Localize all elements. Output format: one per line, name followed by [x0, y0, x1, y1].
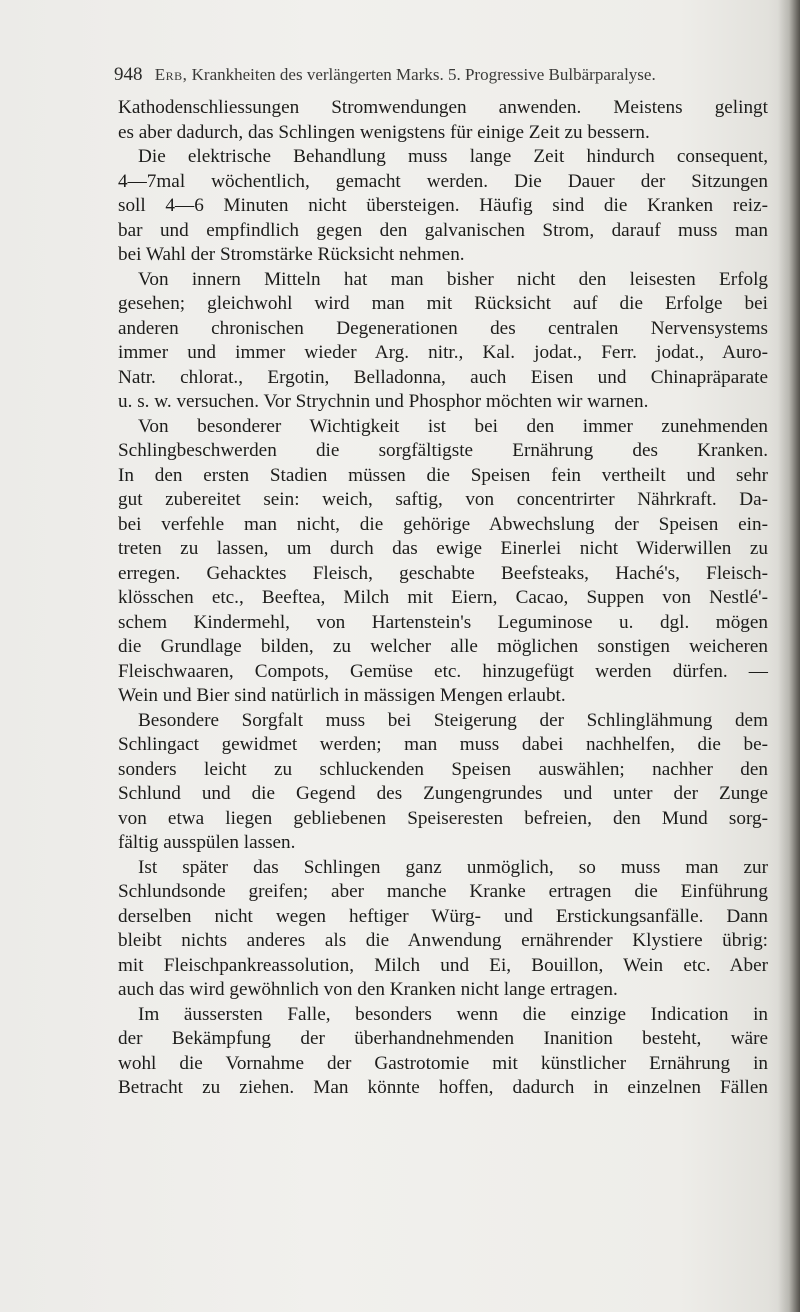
text-line: sonders leicht zu schluckenden Speisen auswählen; nachher den [118, 758, 768, 780]
text-line: immer und immer wieder Arg. nitr., Kal. jodat., Ferr. jodat., Auro- [118, 342, 768, 363]
text-line: klösschen etc., Beeftea, Milch mit Eiern, Cacao, Suppen von Nestlé'- [118, 587, 768, 608]
text-line: Von innern Mitteln hat man bisher nicht den leisesten Erfolg [138, 268, 768, 290]
text-line: mit Fleischpankreassolution, Milch und Ei, Bouillon, Wein etc. Aber [118, 954, 768, 976]
text-line: Kathodenschliessungen Stromwendungen anwenden. Meistens gelingt [118, 97, 768, 118]
text-line: Schlundsonde greifen; aber manche Kranke ertragen die Einführung [118, 881, 768, 902]
text-line: Wein und Bier sind natürlich in mässigen Mengen erlaubt. [118, 685, 566, 706]
text-line: von etwa liegen gebliebenen Speiseresten befreien, den Mund sorg- [118, 807, 768, 829]
text-line: bei Wahl der Stromstärke Rücksicht nehmen. [118, 244, 465, 265]
text-line: Im äussersten Falle, besonders wenn die einzige Indication in [138, 1003, 768, 1025]
text-line: gesehen; gleichwohl wird man mit Rücksicht auf die Erfolge bei [118, 293, 768, 314]
text-line: u. s. w. versuchen. Vor Strychnin und Phosphor möchten wir warnen. [118, 391, 649, 412]
text-line: Schlingact gewidmet werden; man muss dabei nachhelfen, die be- [118, 734, 768, 755]
text-line: erregen. Gehacktes Fleisch, geschabte Beefsteaks, Haché's, Fleisch- [118, 562, 768, 584]
text-line: Besondere Sorgfalt muss bei Steigerung der Schlinglähmung dem [138, 709, 768, 731]
text-line: bar und empfindlich gegen den galvanischen Strom, darauf muss man [118, 219, 768, 241]
text-line: schem Kindermehl, von Hartenstein's Leguminose u. dgl. mögen [118, 611, 768, 633]
body-text [118, 96, 768, 1101]
text-line: anderen chronischen Degenerationen des centralen Nervensystems [118, 317, 768, 339]
text-line: In den ersten Stadien müssen die Speisen fein vertheilt und sehr [118, 464, 768, 486]
text-line: derselben nicht wegen heftiger Würg- und Erstickungsanfälle. Dann [118, 905, 768, 927]
running-header [114, 64, 774, 86]
text-line: Betracht zu ziehen. Man könnte hoffen, dadurch in einzelnen Fällen [118, 1077, 768, 1098]
text-line: der Bekämpfung der überhandnehmenden Inanition besteht, wäre [118, 1028, 768, 1049]
text-line: Fleischwaaren, Compots, Gemüse etc. hinzugefügt werden dürfen. — [118, 660, 768, 682]
text-line: gut zubereitet sein: weich, saftig, von concentrirter Nährkraft. Da- [118, 489, 768, 510]
text-line: die Grundlage bilden, zu welcher alle möglichen sonstigen weicheren [118, 636, 768, 657]
text-line: treten zu lassen, um durch das ewige Einerlei nicht Widerwillen zu [118, 538, 768, 559]
text-line: wohl die Vornahme der Gastrotomie mit künstlicher Ernährung in [118, 1052, 768, 1074]
header-title: Krankheiten des verlängerten Marks. 5. Progressive Bulbärparalyse. [191, 65, 656, 84]
text-line: es aber dadurch, das Schlingen wenigstens für einige Zeit zu bessern. [118, 121, 650, 143]
text-line: Die elektrische Behandlung muss lange Zeit hindurch consequent, [138, 146, 768, 167]
text-line: 4—7mal wöchentlich, gemacht werden. Die Dauer der Sitzungen [118, 170, 768, 192]
text-line: bleibt nichts anderes als die Anwendung ernährender Klystiere übrig: [118, 930, 768, 951]
page-number: 948 [114, 64, 143, 85]
text-line: soll 4—6 Minuten nicht übersteigen. Häufig sind die Kranken reiz- [118, 195, 768, 216]
text-line: Natr. chlorat., Ergotin, Belladonna, auch Eisen und Chinapräparate [118, 366, 768, 388]
text-line: Schlingbeschwerden die sorgfältigste Ernährung des Kranken. [118, 440, 768, 461]
text-line: bei verfehle man nicht, die gehörige Abwechslung der Speisen ein- [118, 513, 768, 535]
text-line: Ist später das Schlingen ganz unmöglich, so muss man zur [138, 856, 768, 878]
text-line: Von besonderer Wichtigkeit ist bei den immer zunehmenden [138, 415, 768, 437]
text-line: Schlund und die Gegend des Zungengrundes und unter der Zunge [118, 783, 768, 804]
binding-shadow [778, 0, 800, 1312]
text-line: fältig ausspülen lassen. [118, 832, 296, 853]
header-author: Erb, [154, 65, 188, 84]
text-line: auch das wird gewöhnlich von den Kranken nicht lange ertragen. [118, 979, 618, 1000]
